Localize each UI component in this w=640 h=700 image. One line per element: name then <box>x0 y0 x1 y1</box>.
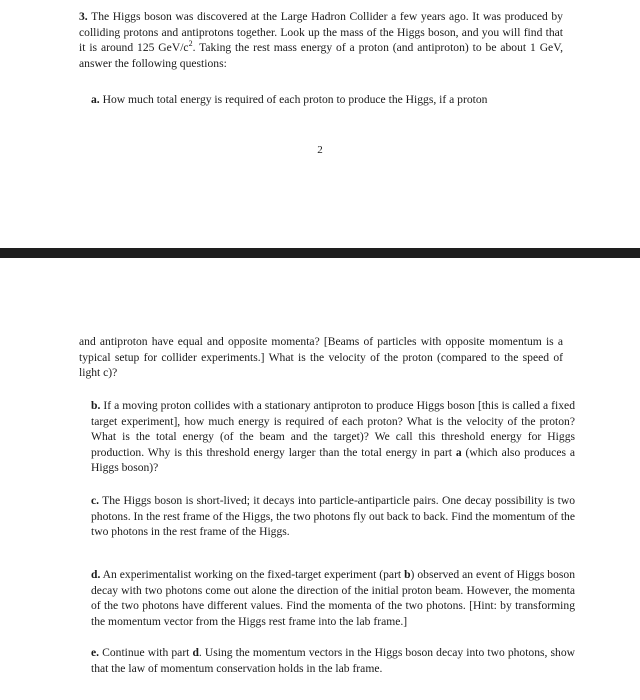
part-e-question <box>79 645 575 676</box>
part-e-text: Continue with part <box>99 646 193 659</box>
part-a-text: How much total energy is required of each proton to produce the Higgs, if a proton <box>99 93 488 106</box>
intro-text-2: . Taking the rest mass energy of a proton (and antiproton) to be about 1 GeV, answer the following questions: <box>79 41 563 70</box>
part-c-question <box>79 493 575 540</box>
intro-superscript: 2 <box>188 39 193 49</box>
part-d-question <box>79 567 575 629</box>
part-d-text-2: ) observed an event of Higgs boson decay with two photons come out alone the direction of the initial proton beam. However, the momenta of the two photons have different values. Find the momenta of the two photons. [Hint: by transforming the momentum vector from the Higgs rest frame into the lab frame.] <box>91 568 575 628</box>
part-e-label: e. <box>91 646 100 659</box>
part-b-label: b. <box>91 399 101 412</box>
bottom-page <box>0 258 640 700</box>
page-number: 2 <box>317 144 323 156</box>
part-b-ref: a <box>455 445 462 459</box>
part-d-ref: b <box>404 568 411 581</box>
part-c-label: c. <box>91 494 100 507</box>
part-a-question <box>91 92 563 108</box>
part-a-continuation: and antiproton have equal and opposite momenta? [Beams of particles with opposite momentum is a typical setup for collider experiments.] What is the velocity of the proton (compared to the speed of light c)? <box>79 335 563 380</box>
part-e-ref: d <box>192 646 199 659</box>
part-d-text: An experimentalist working on the fixed-target experiment (part <box>100 568 405 581</box>
part-c-text: The Higgs boson is short-lived; it decays into particle-antiparticle pairs. One decay possibility is two photons. In the rest frame of the Higgs, the two photons fly out back to back. Find the momentum of the two photons in the rest frame of the Higgs. <box>91 494 575 539</box>
part-e-text-2: . Using the momentum vectors in the Higgs boson decay into two photons, show that the law of momentum conservation holds in the lab frame. <box>91 646 575 675</box>
page-divider <box>0 248 640 258</box>
part-b-text-2: (which also produces a Higgs boson)? <box>91 445 576 475</box>
problem-intro <box>79 9 563 71</box>
part-b-question <box>79 398 575 476</box>
part-a-label: a. <box>91 93 100 106</box>
intro-text-1: The Higgs boson was discovered at the Large Hadron Collider a few years ago. It was produced by colliding protons and antiprotons together. Look up the mass of the Higgs boson, and you will find that it is around 125 GeV/c <box>79 10 563 55</box>
part-d-label: d. <box>91 568 101 581</box>
problem-number: 3. <box>79 10 88 23</box>
part-b-text: If a moving proton collides with a stationary antiproton to produce Higgs boson [this is called a fixed target experiment], how much energy is required of each proton? What is the velocity of the proton? What is the total energy (of the beam and the target)? We call this threshold energy for Higgs production. Why is this threshold energy larger than the total energy in part <box>91 399 575 459</box>
